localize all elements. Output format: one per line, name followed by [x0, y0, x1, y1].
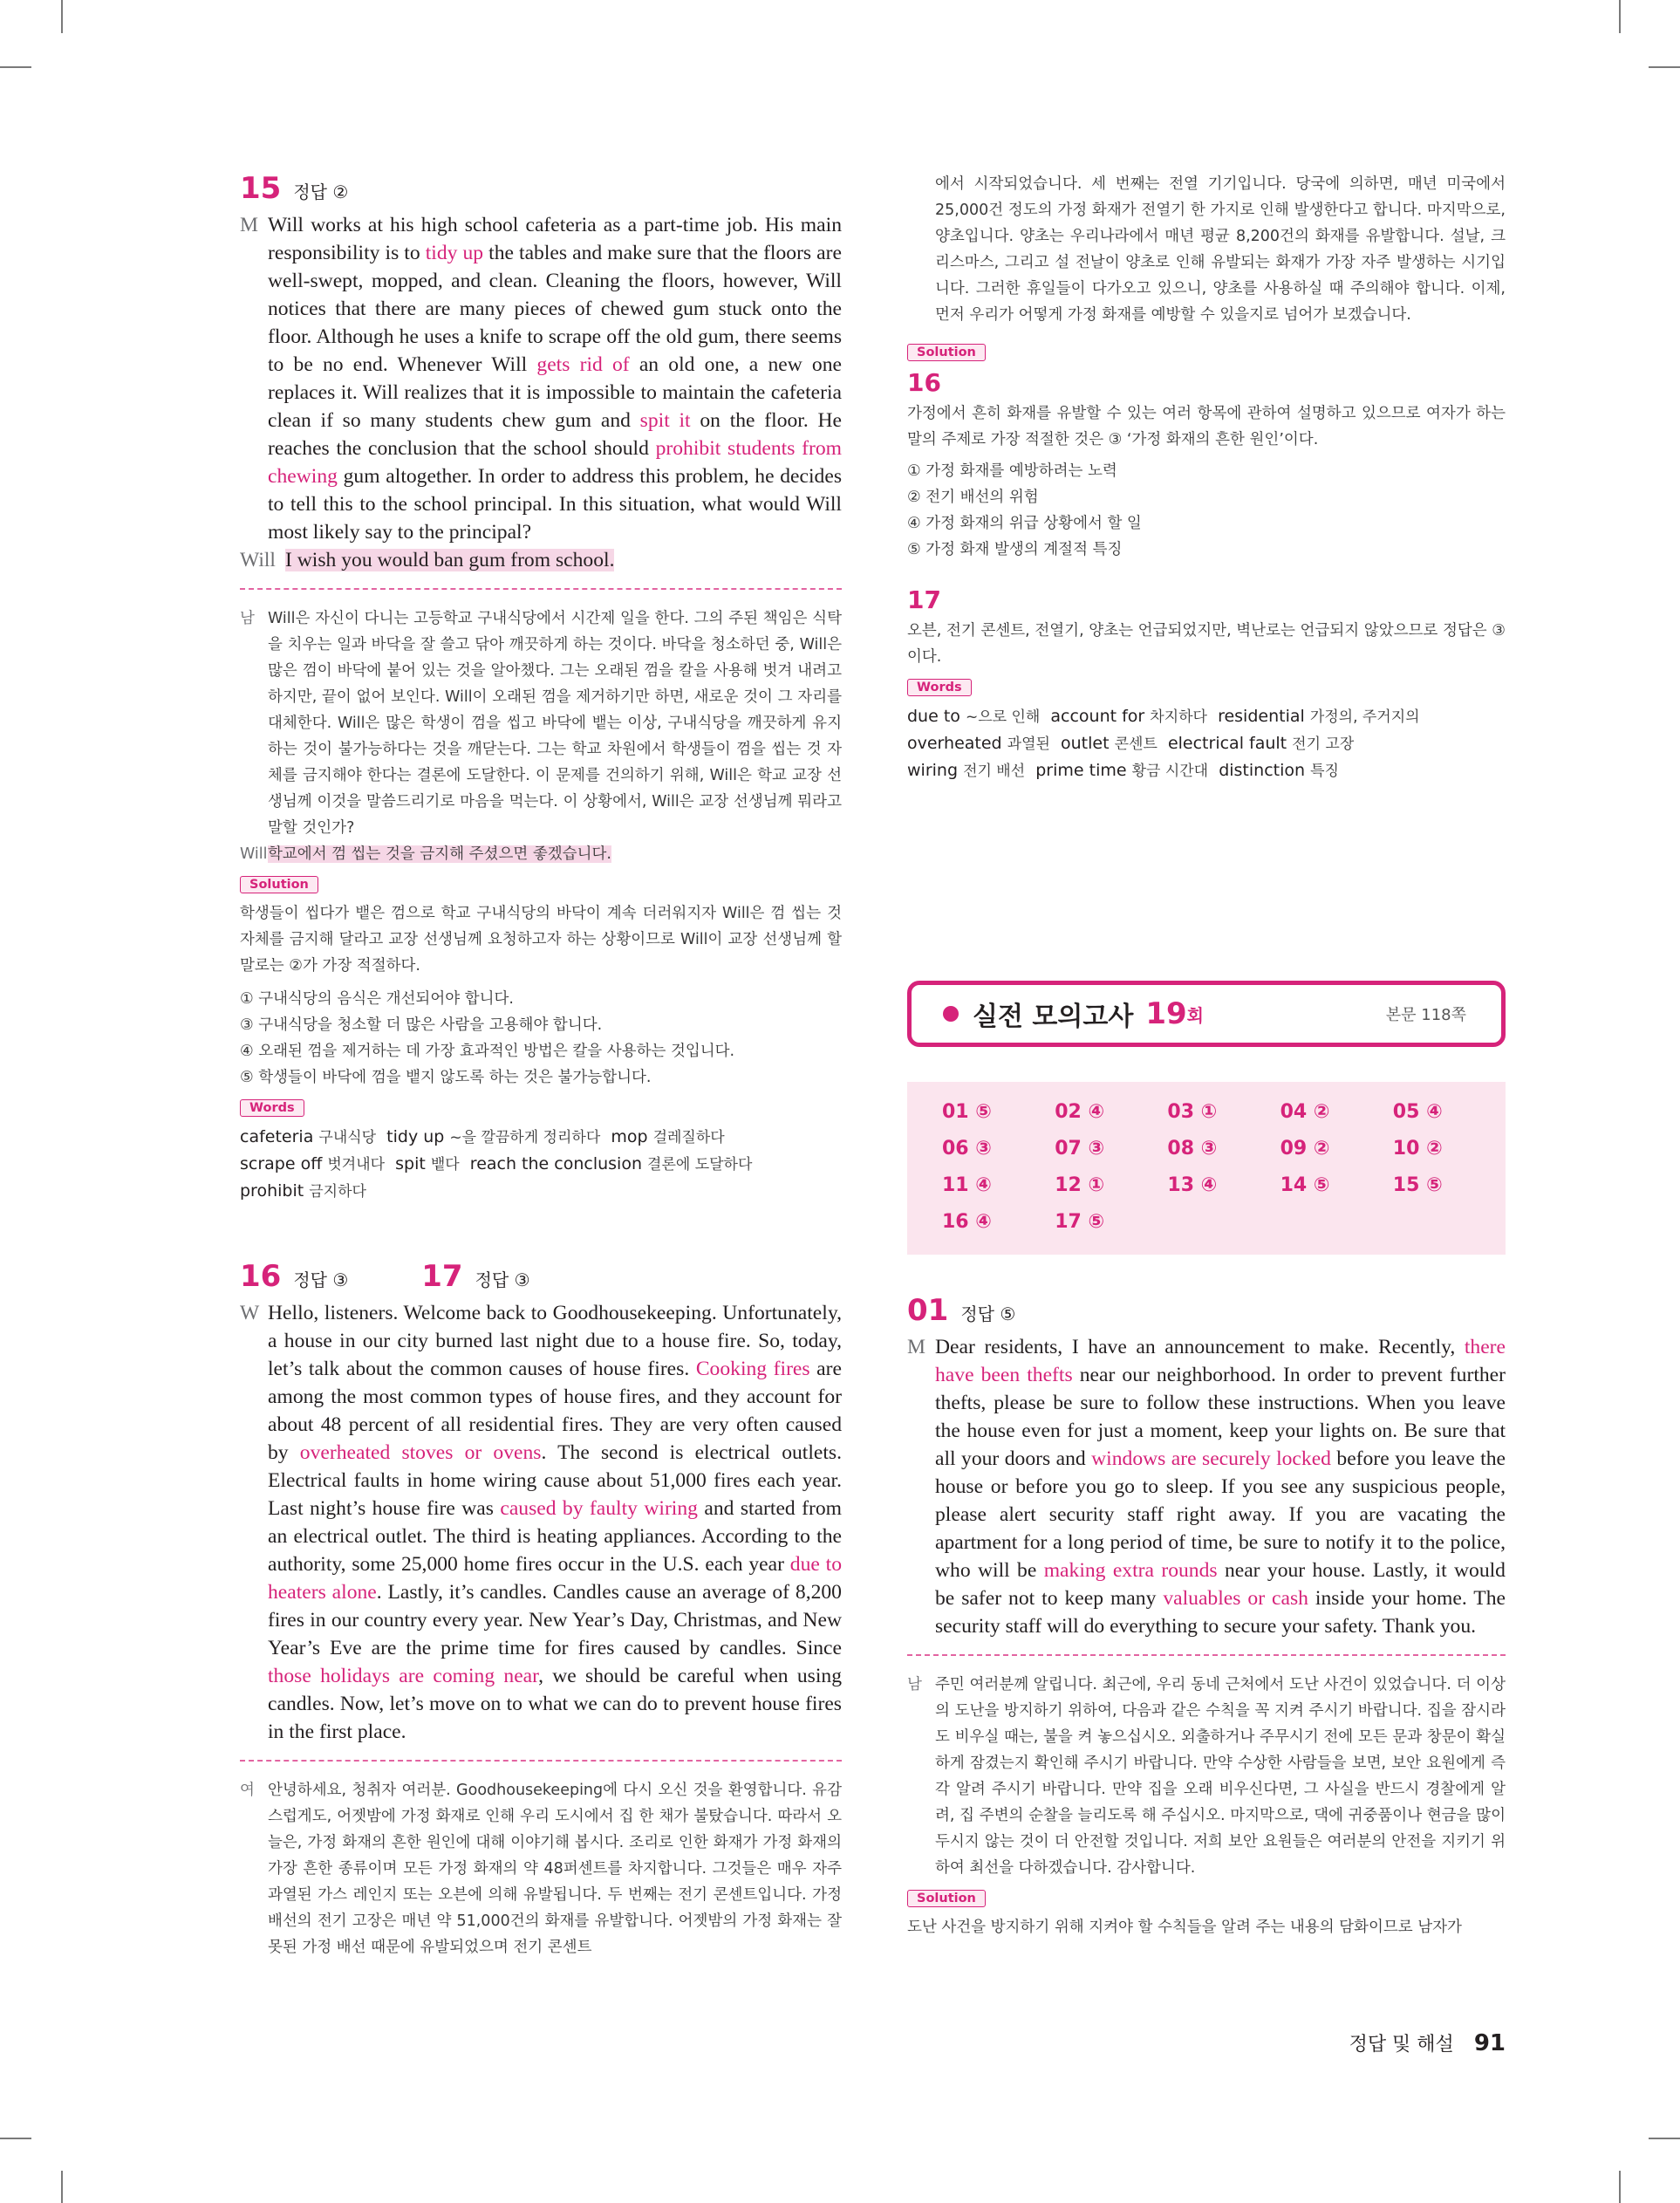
question-number: 16: [240, 1259, 282, 1294]
solution-17-number: 17: [907, 585, 941, 614]
word-english: cafeteria: [240, 1127, 319, 1146]
script-line: [240, 1299, 842, 1746]
speaker-label: M: [907, 1336, 925, 1358]
choice-item: ② 전기 배선의 위험: [907, 489, 1039, 506]
text-run: Will works at his high school cafeteria as a part-time job. His main responsibility is to: [268, 214, 842, 264]
dashed-divider: [907, 1654, 1506, 1656]
answer-cell: 12 ①: [1055, 1174, 1105, 1196]
word-english: distinction: [1208, 761, 1311, 780]
translation-text: 학교에서 껌 씹는 것을 금지해 주셨으면 좋겠습니다.: [268, 845, 611, 863]
script-text: [285, 546, 842, 574]
answer-cell: 16 ④: [942, 1211, 992, 1233]
question-01-translation: [907, 1672, 1506, 1881]
key-phrase: valuables or cash: [1163, 1587, 1308, 1610]
answer-cell: 05 ④: [1392, 1101, 1443, 1123]
text-run: on the floor. He reaches the conclusion that the school should: [268, 409, 842, 460]
question-16-translation-continued: 에서 시작되었습니다. 세 번째는 전열 기기입니다. 당국에 의하면, 매년 미국에서 25,000건 정도의 가정 화재가 전열기 한 가지로 인해 발생한다고 합니다. 마지막으로, 양초입니다. 양초는 우리나라에서 매년 평균 8,200건의 화재를 유발합니다. 설날, 크리스마스, 그리고 설 전날이 양초로 인해 유발되는 화재가 가장 자주 발생하는 시기입니다. 그러한 휴일들이 다가오고 있으니, 양초를 사용하실 때 주의해야 합니다. 이제, 먼저 우리가 어떻게 가정 화재를 예방할 수 있을지로 넘어가 보겠습니다.: [935, 175, 1506, 324]
key-phrase: windows are securely locked: [1091, 1447, 1331, 1470]
speaker-label: W: [240, 1302, 260, 1324]
word-korean: 차지하다: [1150, 708, 1207, 726]
answer-label: 정답 ③: [475, 1269, 530, 1290]
word-korean: 특징: [1310, 763, 1339, 780]
question-01-script: [907, 1333, 1506, 1640]
words-row: [240, 1151, 842, 1178]
question-16-translation: [240, 1777, 842, 1960]
word-korean: 과열된: [1007, 735, 1050, 753]
text-run: are among the most common types of house fires, and they account for about 48 percent of all residential fires. They are very often caused by: [268, 1358, 842, 1464]
answer-cell: 13 ④: [1167, 1174, 1218, 1196]
bullet-dot-icon: [943, 1006, 959, 1022]
choice-item: ③ 구내식당을 청소할 더 많은 사람을 고용해야 합니다.: [240, 1016, 603, 1034]
footer-label: 정답 및 해설: [1349, 2034, 1454, 2056]
question-15-solution: 학생들이 씹다가 뱉은 껌으로 학교 구내식당의 바닥이 계속 더러워지자 Will은 껌 씹는 것 자체를 금지해 달라고 교장 선생님께 요청하고자 하는 상황이므로 Will이 교장 선생님께 할 말로는 ②가 가장 적절하다.: [240, 905, 842, 975]
crop-mark: [1619, 2171, 1621, 2203]
word-korean: 전기 고장: [1292, 735, 1355, 753]
word-korean: 전기 배선: [963, 763, 1026, 780]
word-english: spit: [385, 1154, 431, 1173]
crop-mark: [1649, 2138, 1680, 2139]
mock-exam-header: [907, 981, 1506, 1047]
crop-mark: [1619, 0, 1621, 33]
word-english: wiring: [907, 761, 964, 780]
word-english: residential: [1206, 707, 1310, 726]
words-tag: Words: [240, 1099, 304, 1117]
question-16-choices: [907, 458, 1506, 563]
question-15-script: [240, 211, 842, 574]
text-run: , we should be careful when using candles. Now, let’s move on to what we can do to prevent house fires in the first place.: [268, 1665, 842, 1743]
solution-tag: Solution: [240, 876, 318, 893]
question-01-block: [907, 1293, 1506, 1940]
words-row: [907, 703, 1506, 730]
choice-item: ① 가정 화재를 예방하려는 노력: [907, 462, 1117, 480]
word-korean: ~을 깔끔하게 정리하다: [449, 1129, 601, 1146]
choice-item: ⑤ 학생들이 바닥에 껌을 뱉지 않도록 하는 것은 불가능합니다.: [240, 1069, 652, 1086]
key-phrase: gets rid of: [536, 353, 630, 376]
answer-label: 정답 ⑤: [960, 1303, 1016, 1324]
left-column: [240, 171, 842, 1960]
key-phrase: tidy up: [425, 242, 484, 264]
question-16-script: [240, 1299, 842, 1746]
word-english: tidy up: [376, 1127, 450, 1146]
text-run: Dear residents, I have an announcement to make. Recently,: [935, 1336, 1465, 1358]
key-phrase: caused by faulty wiring: [500, 1497, 698, 1520]
solution-16-text: 가정에서 흔히 화재를 유발할 수 있는 여러 항목에 관하여 설명하고 있으므로 여자가 하는 말의 주제로 가장 적절한 것은 ③ ‘가정 화재의 흔한 원인’이다.: [907, 405, 1506, 448]
word-korean: 가정의, 주거지의: [1309, 708, 1420, 726]
page-footer: [1349, 2029, 1506, 2056]
word-english: electrical fault: [1157, 734, 1293, 753]
word-korean: 벗겨내다: [327, 1156, 386, 1173]
crop-mark: [1649, 66, 1680, 68]
text-run: inside your home. The security staff will do everything to secure your safety. Thank you.: [935, 1587, 1506, 1638]
answer-cell: 08 ③: [1167, 1138, 1218, 1160]
word-korean: 뱉다: [430, 1156, 460, 1173]
words-row: [240, 1124, 842, 1151]
key-phrase: those holidays are coming near: [268, 1665, 539, 1687]
word-english: outlet: [1049, 734, 1115, 753]
crop-mark: [61, 2171, 63, 2203]
solution-16-number: 16: [907, 368, 941, 397]
translation-line: [240, 605, 842, 841]
text-run: gum altogether. In order to address this problem, he decides to tell this to the school principal. In this situation, what would Will most likely say to the principal?: [268, 465, 842, 544]
translation-text: Will은 자신이 다니는 고등학교 구내식당에서 시간제 일을 한다. 그의 주된 책임은 식탁을 치우는 일과 바닥을 잘 쓸고 닦아 깨끗하게 하는 것이다. 바닥을 청소하던 중, Will은 많은 껌이 바닥에 붙어 있는 것을 알아챘다. 그는 오래된 껌을 칼을 사용해 벗겨 내려고 하지만, 끝이 없어 보인다. Will이 오래된 껌을 제거하기만 하면, 새로운 것이 그 자리를 대체한다. Will은 많은 학생이 껌을 씹고 바닥에 뱉는 이상, 구내식당을 깨끗하게 유지하는 것이 불가능하다는 것을 깨닫는다. 그는 학교 차원에서 학생들이 껌을 씹는 것 자체를 금지해야 한다는 결론에 도달한다. 이 문제를 건의하기 위해, Will은 학교 교장 선생님께 이것을 말씀드리기로 마음을 먹는다. 이 상황에서, Will은 교장 선생님께 뭐라고 말할 것인가?: [268, 610, 842, 837]
question-number: 15: [240, 171, 282, 206]
solution-tag: Solution: [907, 1890, 986, 1907]
key-phrase: making extra rounds: [1043, 1559, 1218, 1582]
word-english: overheated: [907, 734, 1007, 753]
speaker-label: 남: [240, 610, 255, 627]
question-01-solution: 도난 사건을 방지하기 위해 지켜야 할 수칙들을 알려 주는 내용의 담화이므로 남자가: [907, 1919, 1462, 1936]
answer-cell: 15 ⑤: [1392, 1174, 1443, 1196]
word-korean: 걸레질하다: [652, 1129, 725, 1146]
words-row: [240, 1178, 842, 1205]
script-text: [268, 211, 842, 546]
answer-cell: 11 ④: [942, 1174, 992, 1196]
key-phrase: due to heaters alone: [268, 1553, 842, 1604]
words-row: [907, 757, 1506, 784]
translation-line: [907, 1672, 1506, 1881]
crop-mark: [0, 66, 31, 68]
dashed-divider: [240, 588, 842, 590]
answer-cell: 09 ②: [1280, 1138, 1330, 1160]
question-number: 01: [907, 1293, 949, 1328]
question-15-header: [240, 171, 842, 206]
text-run: Hello, listeners. Welcome back to Goodhousekeeping. Unfortunately, a house in our city burned last night due to a house fire. So, today, let’s talk about the common causes of house fires.: [268, 1302, 842, 1380]
key-phrase: there have been thefts: [935, 1336, 1506, 1386]
question-15-choices: [240, 986, 842, 1091]
choice-item: ④ 가정 화재의 위급 상황에서 할 일: [907, 515, 1142, 532]
dashed-divider: [240, 1760, 842, 1762]
question-01-header: [907, 1293, 1506, 1328]
words-tag: Words: [907, 679, 972, 696]
question-16-17-header: [240, 1259, 842, 1294]
word-korean: 구내식당: [318, 1129, 377, 1146]
word-korean: ~으로 인해: [965, 708, 1041, 726]
question-16-words: [907, 703, 1506, 784]
solution-tag: Solution: [907, 344, 986, 361]
word-english: scrape off: [240, 1154, 328, 1173]
page-number: 91: [1473, 2030, 1506, 2056]
answer-label: 정답 ③: [293, 1269, 349, 1290]
word-english: prime time: [1025, 761, 1132, 780]
right-column: [907, 171, 1506, 784]
script-line: [240, 211, 842, 546]
script-line: [240, 546, 842, 574]
key-phrase: prohibit students from chewing: [268, 437, 842, 488]
word-korean: 결론에 도달하다: [647, 1156, 753, 1173]
word-english: account for: [1040, 707, 1151, 726]
translation-text: 주민 여러분께 알립니다. 최근에, 우리 동네 근처에서 도난 사건이 있었습니다. 더 이상의 도난을 방지하기 위하여, 다음과 같은 수칙을 꼭 지켜 주시기 바랍니다. 집을 잠시라도 비우실 때는, 불을 켜 놓으십시오. 외출하거나 주무시기 전에 모든 문과 창문이 확실하게 잠겼는지 확인해 주시기 바랍니다. 만약 수상한 사람들을 보면, 보안 요원에게 즉각 알려 주시기 바랍니다. 만약 집을 오래 비우신다면, 그 사실을 반드시 경찰에게 알려, 집 주변의 순찰을 늘리도록 해 주십시오. 마지막으로, 댁에 귀중품이나 현금을 많이 두시지 않는 것이 더 안전할 것입니다. 저희 보안 요원들은 여러분의 안전을 지키기 위하여 최선을 다하겠습니다. 감사합니다.: [935, 1676, 1506, 1877]
speaker-label: 남: [907, 1676, 922, 1693]
word-korean: 콘센트: [1114, 735, 1158, 753]
text-run: and started from an electrical outlet. The third is heating appliances. According to the authority, some 25,000 home fires occur in the U.S. each year: [268, 1497, 842, 1576]
key-phrase: overheated stoves or ovens: [299, 1441, 542, 1464]
answer-cell: 17 ⑤: [1055, 1211, 1105, 1233]
script-line: [907, 1333, 1506, 1640]
key-phrase: spit it: [639, 409, 691, 432]
word-english: reach the conclusion: [459, 1154, 648, 1173]
answer-cell: 06 ③: [942, 1138, 992, 1160]
text-run: . The second is electrical outlets. Electrical faults in home wiring cause about 51,000 fires each year. Last night’s house fire was: [268, 1441, 843, 1520]
text-run: before you leave the house or before you go to sleep. If you see any suspicious people, please alert security staff right away. If you are vacating the apartment for a long period of time, be sure to notify it to the police, who will be: [935, 1447, 1506, 1582]
answer-label: 정답 ②: [293, 181, 349, 202]
word-korean: 금지하다: [309, 1183, 366, 1201]
question-15-translation: [240, 605, 842, 867]
speaker-label: Will: [240, 549, 276, 571]
mock-exam-hoe: 회: [1186, 1004, 1204, 1026]
answer-cell: 01 ⑤: [942, 1101, 992, 1123]
choice-item: ① 구내식당의 음식은 개선되어야 합니다.: [240, 990, 514, 1008]
words-row: [907, 730, 1506, 757]
question-15-words: [240, 1124, 842, 1205]
mock-exam-title: 실전 모의고사: [973, 1002, 1134, 1032]
translation-line: [240, 1777, 842, 1960]
mock-exam-page-ref: 본문 118쪽: [1385, 1006, 1466, 1024]
word-english: due to: [907, 707, 966, 726]
text-run: the tables and make sure that the floors are well-swept, mopped, and clean. Cleaning the floors, however, Will notices that there are many pieces of chewed gum stuck onto the floor. Although he uses a knife to scrape off the old gum, there seems to be no end. Whenever Will: [268, 242, 842, 376]
translation-text: 안녕하세요, 청취자 여러분. Goodhousekeeping에 다시 오신 것을 환영합니다. 유감스럽게도, 어젯밤에 가정 화재로 인해 우리 도시에서 집 한 채가 불탔습니다. 따라서 오늘은, 가정 화재의 흔한 원인에 대해 이야기해 봅시다. 조리로 인한 화재가 가정 화재의 가장 흔한 종류이며 모든 가정 화재의 약 48퍼센트를 차지합니다. 그것들은 매우 자주 과열된 가스 레인지 또는 오븐에 의해 유발됩니다. 두 번째는 전기 콘센트입니다. 가정 배선의 전기 고장은 매년 약 51,000건의 화재를 유발합니다. 어젯밤의 가정 화재는 잘못된 가정 배선 때문에 유발되었으며 전기 콘센트: [268, 1782, 842, 1956]
text-run: . Lastly, it’s candles. Candles cause an average of 8,200 fires in our country every year. New Year’s Day, Christmas, and New Year’s Eve are the prime time for fires caused by candles. Since: [268, 1581, 842, 1659]
answer-cell: 10 ②: [1392, 1138, 1443, 1160]
answer-highlight: I wish you would ban gum from school.: [285, 549, 615, 571]
choice-item: ④ 오래된 껌을 제거하는 데 가장 효과적인 방법은 칼을 사용하는 것입니다.: [240, 1043, 735, 1060]
word-korean: 황금 시간대: [1131, 763, 1209, 780]
answer-cell: 07 ③: [1055, 1138, 1105, 1160]
mock-exam-number: 19: [1145, 996, 1187, 1031]
speaker-label: Will: [240, 845, 268, 863]
answer-cell: 03 ①: [1167, 1101, 1218, 1123]
answer-cell: 14 ⑤: [1280, 1174, 1330, 1196]
word-english: prohibit: [240, 1181, 310, 1201]
key-phrase: Cooking fires: [695, 1358, 810, 1380]
word-english: mop: [600, 1127, 653, 1146]
answer-cell: 02 ④: [1055, 1101, 1105, 1123]
text-run: near our neighborhood. In order to prevent further thefts, please be sure to follow these instructions. When you leave the house even for just a moment, keep your lights on. Be sure that all your doors and: [935, 1364, 1506, 1470]
script-text: [268, 1299, 842, 1746]
text-run: near your house. Lastly, it would be safer not to keep many: [935, 1559, 1506, 1610]
question-number: 17: [421, 1259, 463, 1294]
solution-17-text: 오븐, 전기 콘센트, 전열기, 양초는 언급되었지만, 벽난로는 언급되지 않았으므로 정답은 ③이다.: [907, 622, 1506, 666]
text-run: an old one, a new one replaces it. Will realizes that it is impossible to maintain the cafeteria clean if so many students chew gum and: [268, 353, 842, 432]
script-text: [935, 1333, 1506, 1640]
speaker-label: 여: [240, 1782, 255, 1799]
translation-line: [240, 841, 842, 867]
crop-mark: [0, 2138, 31, 2139]
speaker-label: M: [240, 214, 258, 236]
choice-item: ⑤ 가정 화재 발생의 계절적 특징: [907, 541, 1123, 558]
crop-mark: [61, 0, 63, 33]
answer-cell: 04 ②: [1280, 1101, 1330, 1123]
mock-exam-answer-grid: [907, 1082, 1506, 1255]
